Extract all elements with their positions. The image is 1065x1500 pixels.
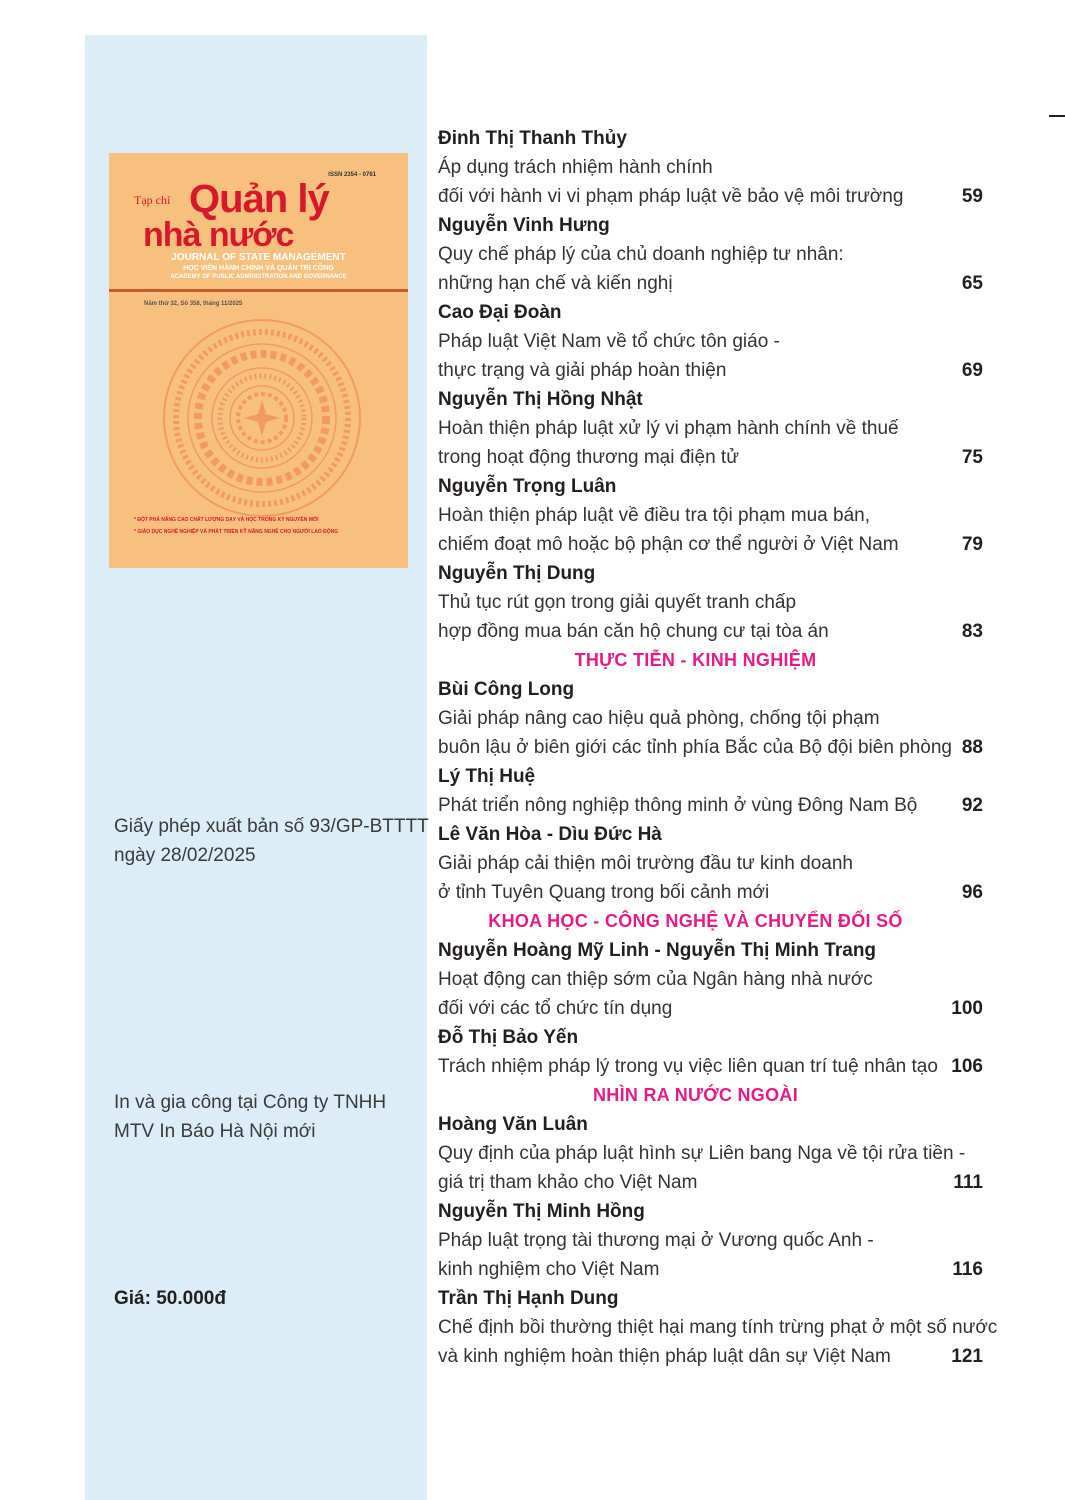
toc-author: Trần Thị Hạnh Dung (438, 1288, 619, 1309)
toc-title-line (438, 994, 983, 1023)
toc-title-line (438, 704, 983, 733)
toc-page-number: 116 (952, 1259, 983, 1280)
license-line-2: ngày 28/02/2025 (114, 845, 256, 866)
cover-title-line2: nhà nước (143, 216, 294, 254)
toc-page-number: 88 (961, 737, 983, 758)
toc-title-line (438, 1052, 983, 1081)
toc-page-number: 75 (961, 447, 983, 468)
toc-title-line (438, 356, 983, 385)
page-edge-mark (1049, 115, 1065, 117)
toc-title-line (438, 965, 983, 994)
toc-title-line (438, 501, 983, 530)
toc-page-number: 106 (951, 1056, 983, 1077)
printer-line-2: MTV In Báo Hà Nội mới (114, 1121, 316, 1142)
toc-page-number: 92 (961, 795, 983, 816)
toc-author: Lê Văn Hòa - Dìu Đức Hà (438, 824, 662, 845)
toc-author: Cao Đại Đoàn (438, 302, 562, 323)
toc-title-line (438, 1255, 983, 1284)
toc-title-text: đối với các tổ chức tín dụng (438, 998, 673, 1019)
toc-page-number: 79 (961, 534, 983, 555)
toc-title-line (438, 327, 983, 356)
toc-page-number: 96 (961, 882, 983, 903)
license-line-1: Giấy phép xuất bản số 93/GP-BTTTT (114, 816, 429, 837)
toc-page-number: 111 (953, 1172, 983, 1193)
toc-title-line (438, 1342, 983, 1371)
toc-title-text: Giải pháp nâng cao hiệu quả phòng, chống tội phạm (438, 708, 880, 729)
toc-author: Nguyễn Thị Minh Hồng (438, 1201, 645, 1222)
toc-title-text: Phát triển nông nghiệp thông minh ở vùng Đông Nam Bộ (438, 795, 918, 816)
toc-page-number: 65 (961, 273, 983, 294)
toc-title-text: kinh nghiệm cho Việt Nam (438, 1259, 660, 1280)
toc-title-line (438, 1139, 983, 1168)
cover-academy-en: ACADEMY OF PUBLIC ADMINISTRATION AND GOVERNANCE (170, 274, 347, 280)
cover-issn: ISSN 2354 - 0761 (328, 172, 376, 178)
toc-page-number: 121 (951, 1346, 983, 1367)
printer-info (114, 1088, 386, 1146)
toc-title-line (438, 617, 983, 646)
toc-title-text: Áp dụng trách nhiệm hành chính (438, 157, 713, 178)
toc-title-text: Trách nhiệm pháp lý trong vụ việc liên quan trí tuệ nhân tạo (438, 1056, 938, 1077)
toc-section-heading: KHOA HỌC - CÔNG NGHỆ VÀ CHUYỂN ĐỔI SỐ (488, 911, 903, 931)
toc-author: Đỗ Thị Bảo Yến (438, 1027, 579, 1048)
bronze-drum-icon (147, 318, 377, 518)
journal-cover-image (109, 153, 408, 568)
cover-title-line1: Quản lý (189, 177, 329, 221)
toc-page-number: 100 (951, 998, 983, 1019)
toc-title-line (438, 269, 983, 298)
toc-author: Hoàng Văn Luân (438, 1114, 588, 1135)
toc-title-text: và kinh nghiệm hoàn thiện pháp luật dân sự Việt Nam (438, 1346, 891, 1367)
toc-title-line (438, 414, 983, 443)
toc-title-line (438, 1313, 998, 1342)
toc-title-text: chiếm đoạt mô hoặc bộ phận cơ thể người ở Việt Nam (438, 534, 899, 555)
toc-title-line (438, 878, 983, 907)
cover-divider (109, 289, 408, 292)
toc-title-line (438, 1168, 983, 1197)
toc-title-text: Quy chế pháp lý của chủ doanh nghiệp tư nhân: (438, 244, 844, 265)
cover-bullet-2: * GIÁO DỤC NGHỀ NGHIỆP VÀ PHÁT TRIỂN KỸ NĂNG NGHỀ CHO NGƯỜI LAO ĐỘNG (134, 529, 339, 535)
toc-title-line (438, 1226, 983, 1255)
toc-title-text: Chế định bồi thường thiệt hại mang tính trừng phạt ở một số nước (438, 1317, 998, 1338)
price-label: Giá: 50.000đ (114, 1288, 226, 1309)
toc-title-line (438, 530, 983, 559)
toc-author: Lý Thị Huệ (438, 766, 536, 787)
toc-title-text: thực trạng và giải pháp hoàn thiện (438, 360, 727, 381)
cover-academy-vn: HỌC VIỆN HÀNH CHÍNH VÀ QUẢN TRỊ CÔNG (183, 265, 334, 272)
license-info (114, 812, 429, 870)
toc-title-line (438, 443, 983, 472)
toc-title-text: đối với hành vi vi phạm pháp luật về bảo vệ môi trường (438, 186, 904, 207)
cover-issue: Năm thứ 32, Số 358, tháng 11/2025 (144, 301, 243, 307)
toc-title-text: Hoàn thiện pháp luật về điều tra tội phạm mua bán, (438, 505, 871, 526)
toc-section-heading: NHÌN RA NƯỚC NGOÀI (592, 1085, 799, 1105)
toc-title-text: Giải pháp cải thiện môi trường đầu tư kinh doanh (438, 853, 853, 874)
toc-author: Bùi Công Long (438, 679, 575, 700)
table-of-contents (438, 124, 998, 1371)
toc-title-text: Quy định của pháp luật hình sự Liên bang Nga về tội rửa tiền - (438, 1143, 966, 1164)
toc-author: Nguyễn Vinh Hưng (438, 215, 610, 236)
toc-title-line (438, 240, 983, 269)
printer-line-1: In và gia công tại Công ty TNHH (114, 1092, 387, 1113)
toc-title-line (438, 588, 983, 617)
toc-title-line (438, 733, 983, 762)
toc-author: Nguyễn Thị Dung (438, 563, 596, 584)
toc-title-text: Thủ tục rút gọn trong giải quyết tranh chấp (438, 592, 797, 613)
cover-tap-chi: Tạp chí (134, 193, 171, 207)
toc-title-line (438, 182, 983, 211)
toc-author: Nguyễn Trọng Luân (438, 476, 617, 497)
toc-title-text: giá trị tham khảo cho Việt Nam (438, 1172, 698, 1193)
toc-title-text: Hoạt động can thiệp sớm của Ngân hàng nhà nước (438, 969, 873, 990)
toc-author: Đinh Thị Thanh Thủy (438, 128, 627, 149)
toc-title-line (438, 791, 983, 820)
toc-title-text: Hoàn thiện pháp luật xử lý vi phạm hành chính về thuế (438, 418, 899, 439)
cover-subtitle-en: JOURNAL OF STATE MANAGEMENT (171, 252, 346, 263)
toc-page-number: 59 (961, 186, 983, 207)
toc-title-text: ở tỉnh Tuyên Quang trong bối cảnh mới (438, 882, 770, 903)
toc-page-number: 69 (961, 360, 983, 381)
toc-author: Nguyễn Hoàng Mỹ Linh - Nguyễn Thị Minh Trang (438, 940, 877, 961)
toc-section-heading: THỰC TIỄN - KINH NGHIỆM (574, 650, 817, 670)
toc-title-text: trong hoạt động thương mại điện tử (438, 447, 739, 468)
toc-title-text: hợp đồng mua bán căn hộ chung cư tại tòa án (438, 621, 829, 642)
cover-bullet-1: * ĐỘT PHÁ NÂNG CAO CHẤT LƯỢNG DẠY VÀ HỌC TRONG KỶ NGUYÊN MỚI (134, 517, 319, 523)
toc-author: Nguyễn Thị Hồng Nhật (438, 389, 643, 410)
toc-title-text: những hạn chế và kiến nghị (438, 273, 673, 294)
toc-title-text: buôn lậu ở biên giới các tỉnh phía Bắc của Bộ đội biên phòng (438, 737, 953, 758)
toc-title-line (438, 153, 983, 182)
toc-title-text: Pháp luật trọng tài thương mại ở Vương quốc Anh - (438, 1230, 874, 1251)
toc-title-line (438, 849, 983, 878)
toc-page-number: 83 (961, 621, 983, 642)
toc-title-text: Pháp luật Việt Nam về tổ chức tôn giáo - (438, 331, 780, 352)
